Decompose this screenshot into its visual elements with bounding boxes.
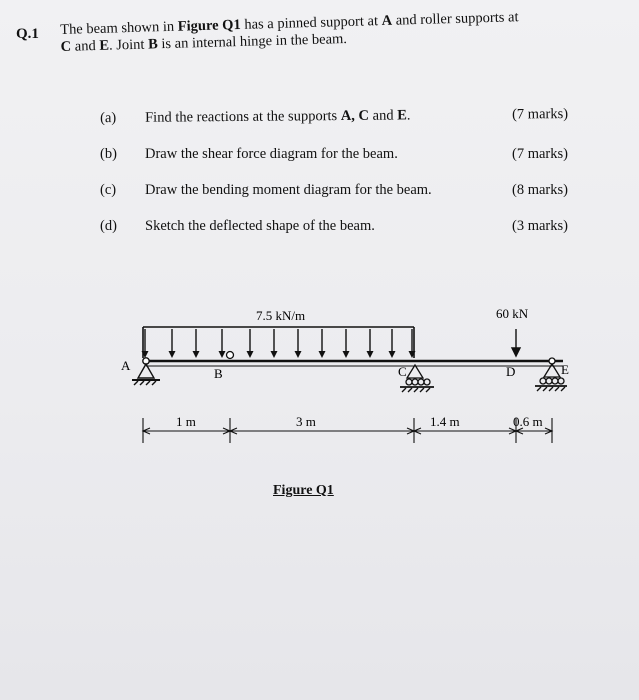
question-number: Q.1 [16,26,39,42]
part-text-part: Find the reactions at the supports [145,108,341,126]
part-marks: (8 marks) [512,182,568,198]
dim-cd: 1.4 m [430,414,460,429]
part-label: (c) [100,182,117,198]
question-text-part: has a pinned support at [240,13,382,33]
dimension-lines [143,418,552,443]
part-text-bold: E [397,107,407,124]
figure-ref: Figure Q1 [177,16,241,35]
support-a-ref: A [381,12,393,30]
joint-d-label: D [506,364,516,379]
question-text-part: The beam shown in [60,18,178,38]
question-text-part: . Joint [108,36,149,54]
udl-arrowhead [343,351,350,358]
part-text: Draw the shear force diagram for the beam. [145,146,398,162]
part-marks: (3 marks) [512,218,568,234]
udl-arrowhead [319,351,326,358]
part-text: Sketch the deflected shape of the beam. [145,218,375,234]
udl-arrowhead [389,351,396,358]
figure-caption: Figure Q1 [273,483,334,498]
hinge-b-ref: B [147,36,158,53]
point-load-arrow [512,329,520,356]
part-text-part: . [406,107,411,124]
question-text-part: and [70,37,100,55]
question-text-part: is an internal hinge in the beam. [157,30,348,53]
part-marks: (7 marks) [511,106,569,123]
udl-arrowhead [169,351,176,358]
joint-c-label: C [398,364,407,379]
part-text: Draw the bending moment diagram for the beam. [145,182,432,198]
question-text-part: and roller supports at [391,9,519,29]
joint-a-label: A [121,358,131,373]
udl-arrowhead [193,351,200,358]
joint-b-label: B [214,366,223,381]
dim-ab: 1 m [176,414,196,429]
udl-arrows [142,329,416,358]
udl-label: 7.5 kN/m [256,308,306,323]
part-marks: (7 marks) [512,146,568,162]
dim-bc: 3 m [296,414,316,429]
point-load-label: 60 kN [496,306,529,321]
support-e-ref: E [99,37,110,54]
joint-e-label: E [561,362,569,377]
part-text-bold: A, C [340,107,370,125]
udl-box [143,327,414,358]
part-text-part: and [368,107,398,124]
udl-arrowhead [247,351,254,358]
hinge-b [227,352,234,359]
dim-de: 0.6 m [513,414,543,429]
part-label: (a) [100,109,117,127]
udl-arrowhead [271,351,278,358]
udl-arrowhead [367,351,374,358]
part-label: (b) [100,146,117,162]
udl-arrowhead [295,351,302,358]
udl-arrowhead [219,351,226,358]
part-label: (d) [100,218,117,234]
support-c-ref: C [60,38,72,55]
